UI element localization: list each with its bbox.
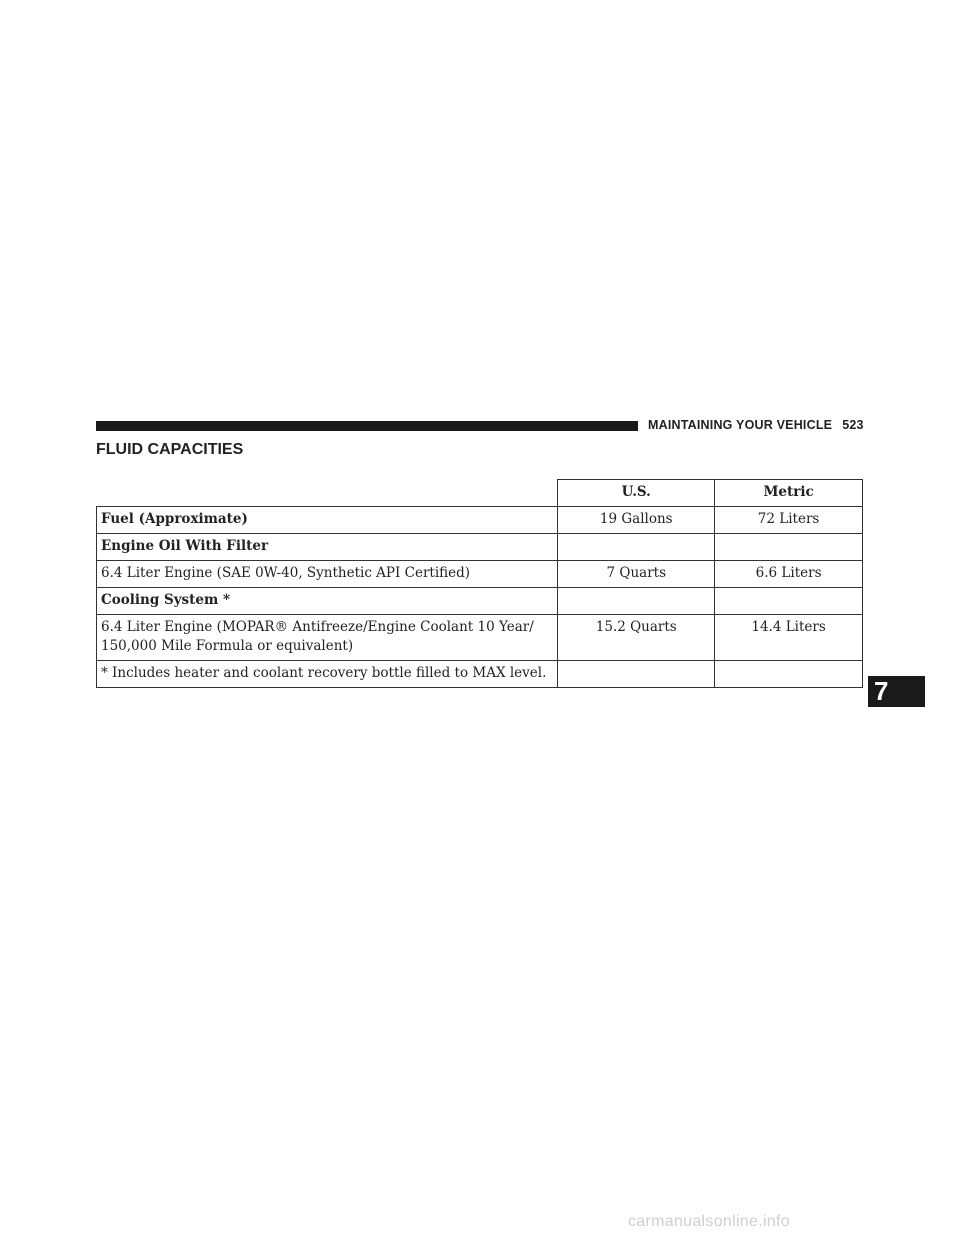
page-number: 523 xyxy=(842,418,864,432)
watermark: carmanualsonline.info xyxy=(628,1213,790,1230)
row-label: * Includes heater and coolant recovery bottle filled to MAX level. xyxy=(97,661,558,688)
row-metric-value xyxy=(715,661,863,688)
row-label: 6.4 Liter Engine (SAE 0W-40, Synthetic API Certified) xyxy=(97,561,558,588)
row-metric-value: 14.4 Liters xyxy=(715,615,863,661)
table-header-row xyxy=(97,480,863,507)
fluid-capacities-table xyxy=(96,479,863,688)
table-row xyxy=(97,588,863,615)
row-us-value: 7 Quarts xyxy=(558,561,715,588)
row-us-value: 19 Gallons xyxy=(558,507,715,534)
section-title: FLUID CAPACITIES xyxy=(96,441,244,458)
row-metric-value xyxy=(715,588,863,615)
running-header xyxy=(648,418,864,432)
chapter-tab: 7 xyxy=(868,676,925,707)
header-cell-blank xyxy=(97,480,558,507)
table-row xyxy=(97,561,863,588)
table-row xyxy=(97,507,863,534)
row-label xyxy=(97,615,558,661)
table-row xyxy=(97,615,863,661)
section-name: MAINTAINING YOUR VEHICLE xyxy=(648,418,833,432)
row-metric-value xyxy=(715,534,863,561)
table-row xyxy=(97,534,863,561)
row-metric-value: 72 Liters xyxy=(715,507,863,534)
table-row xyxy=(97,661,863,688)
row-label-line: 6.4 Liter Engine (MOPAR® Antifreeze/Engine Coolant 10 Year/ xyxy=(101,619,534,635)
header-cell-us: U.S. xyxy=(558,480,715,507)
row-label-line: 150,000 Mile Formula or equivalent) xyxy=(101,638,354,654)
row-label: Engine Oil With Filter xyxy=(97,534,558,561)
row-label: Cooling System * xyxy=(97,588,558,615)
row-us-value xyxy=(558,534,715,561)
row-label: Fuel (Approximate) xyxy=(97,507,558,534)
row-us-value xyxy=(558,661,715,688)
header-cell-metric: Metric xyxy=(715,480,863,507)
row-us-value xyxy=(558,588,715,615)
row-us-value: 15.2 Quarts xyxy=(558,615,715,661)
header-rule xyxy=(96,421,638,431)
row-metric-value: 6.6 Liters xyxy=(715,561,863,588)
